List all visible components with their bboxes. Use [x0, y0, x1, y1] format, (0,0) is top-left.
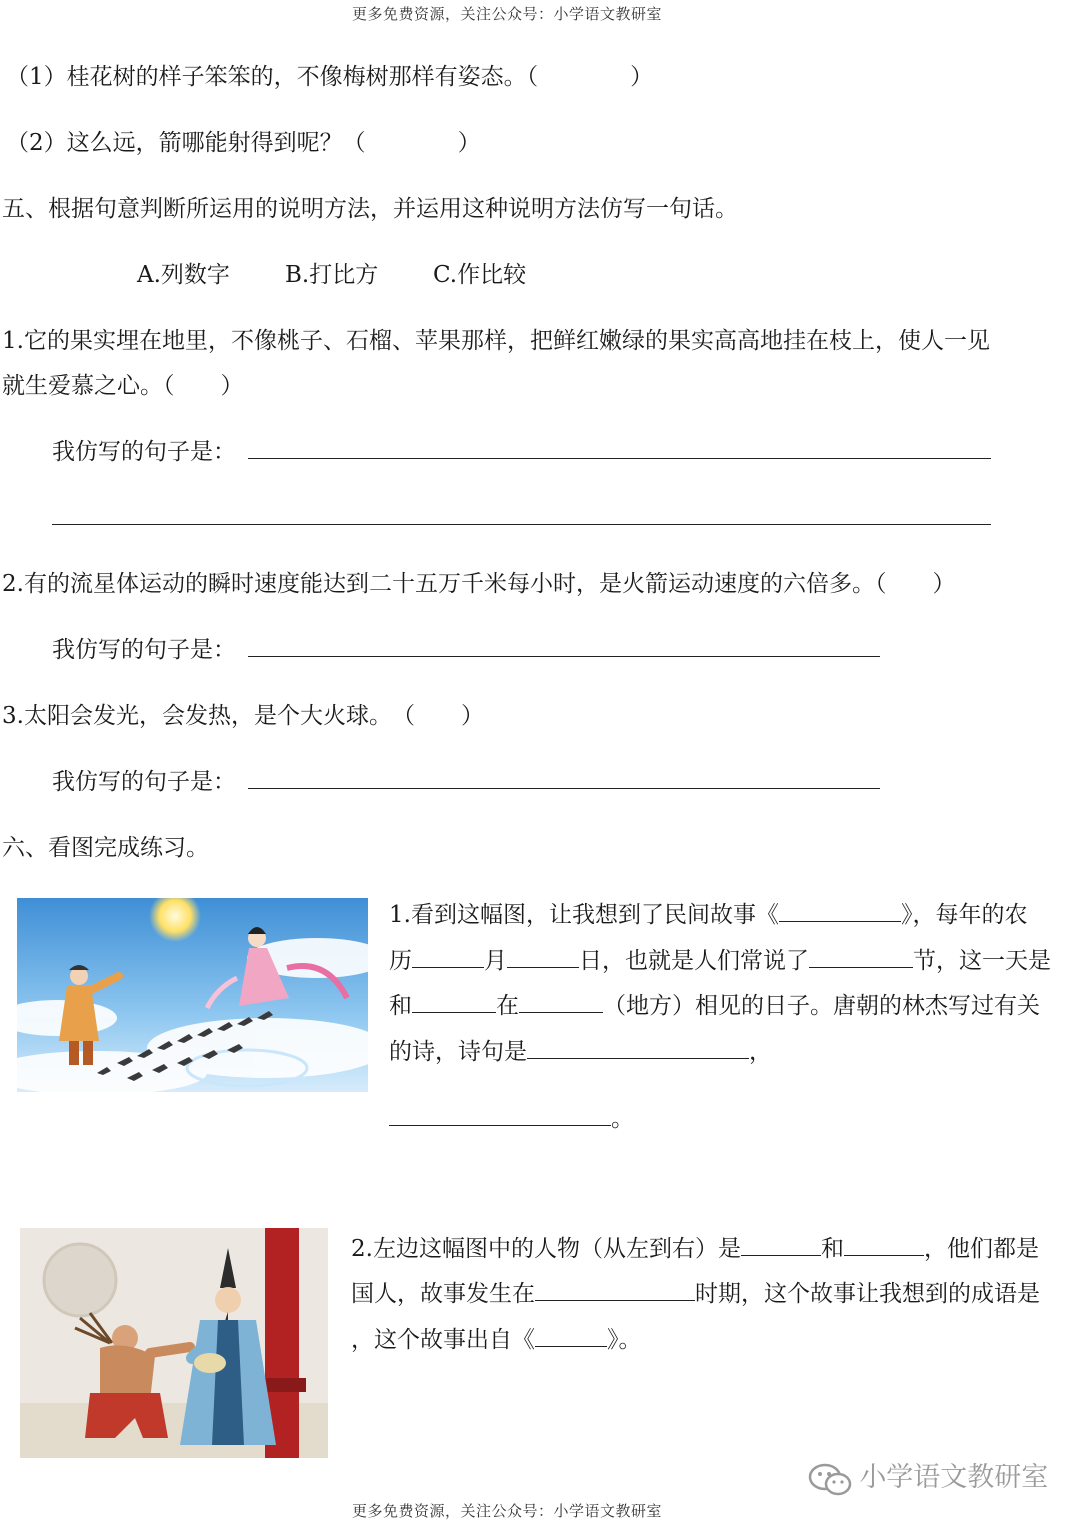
- s6-q1-blank-person-1[interactable]: [412, 990, 496, 1013]
- s6-q2-text-a1: 2.左边这幅图中的人物（从左到右）是: [351, 1236, 741, 1262]
- watermark-text: 小学语文教研室: [859, 1462, 1049, 1493]
- s6-q2-blank-person-1[interactable]: [741, 1233, 821, 1256]
- s6-q2-text-b1: 国人，故事发生在: [351, 1281, 535, 1307]
- s5-q2: 2.有的流星体运动的瞬时速度能达到二十五万千米每小时，是火箭运动速度的六倍多。（ ）: [2, 571, 956, 597]
- s5-q3-answer-line[interactable]: [248, 788, 880, 789]
- s6-q2-line-c: [351, 1321, 642, 1354]
- s6-q2-text-a3: ，他们都是: [923, 1236, 1039, 1262]
- s6-q1-blank-month[interactable]: [412, 945, 484, 968]
- s6-q1-blank-poem-2[interactable]: [389, 1103, 611, 1126]
- s6-q1-line-c: [389, 987, 1040, 1020]
- page-header: 更多免费资源，关注公众号：小学语文教研室: [352, 5, 663, 23]
- s6-title: 六、看图完成练习。: [2, 835, 209, 861]
- s5-q3-imitate-label: 我仿写的句子是：: [52, 769, 236, 795]
- s5-q1-imitate-label: 我仿写的句子是：: [52, 439, 236, 465]
- s6-q1-text-c2: 在: [496, 993, 519, 1019]
- s5-q1-answer-line-1[interactable]: [248, 458, 991, 459]
- s6-q1-text-a2: 》，每年的农: [900, 902, 1028, 928]
- s6-q1-text-b3: 日，也就是人们常说了: [579, 948, 809, 974]
- s5-q2-imitate-label: 我仿写的句子是：: [52, 637, 236, 663]
- s6-q1-text-c3: （地方）相见的日子。唐朝的林杰写过有关: [603, 993, 1040, 1019]
- s6-q2-text-c2: 》。: [607, 1327, 642, 1353]
- s6-q2-blank-period[interactable]: [535, 1278, 695, 1301]
- s6-q1-blank-day[interactable]: [507, 945, 579, 968]
- s5-option-c: C.作比较: [433, 262, 527, 288]
- s6-q1-blank-festival[interactable]: [809, 945, 913, 968]
- s4-question-1: （1）桂花树的样子笨笨的，不像梅树那样有姿态。（ ）: [6, 64, 654, 90]
- s4-question-2: （2）这么远，箭哪能射得到呢？（ ）: [6, 130, 481, 156]
- s5-option-b: B.打比方: [285, 262, 379, 288]
- s6-q1-blank-story[interactable]: [779, 899, 901, 922]
- magpie-bridge-svg: [17, 898, 368, 1092]
- apology-illustration: [20, 1228, 328, 1458]
- wechat-icon: [808, 1463, 852, 1497]
- s5-q1-answer-line-2[interactable]: [52, 524, 991, 525]
- s5-q1-line2: 就生爱慕之心。（ ）: [2, 373, 244, 399]
- s6-q1-line-a: [389, 896, 1027, 929]
- s6-q2-text-b2: 时期，这个故事让我想到的成语是: [695, 1281, 1040, 1307]
- s6-q2-text-c1: ，这个故事出自《: [351, 1327, 535, 1353]
- s6-q2-blank-person-2[interactable]: [844, 1233, 924, 1256]
- s6-q1-line-e: [389, 1100, 634, 1133]
- s6-q2-line-b: [351, 1275, 1040, 1308]
- s6-q1-text-b1: 历: [389, 948, 412, 974]
- s6-q2-line-a: [351, 1230, 1039, 1263]
- s5-option-a: A.列数字: [137, 262, 230, 288]
- s6-q1-text-b4: 节，这一天是: [913, 948, 1051, 974]
- s5-q1-line1: 1.它的果实埋在地里，不像桃子、石榴、苹果那样，把鲜红嫩绿的果实高高地挂在枝上，使人一见: [2, 328, 990, 354]
- s5-q3: 3.太阳会发光，会发热，是个大火球。 （ ）: [2, 703, 484, 729]
- s6-q1-text-e1: 。: [611, 1106, 634, 1132]
- s6-q1-text-d1: 的诗，诗句是: [389, 1039, 527, 1065]
- s6-q1-blank-poem-1[interactable]: [527, 1036, 749, 1059]
- s6-q1-text-c1: 和: [389, 993, 412, 1019]
- s6-q1-line-b: [389, 942, 1051, 975]
- s5-title: 五、根据句意判断所运用的说明方法，并运用这种说明方法仿写一句话。: [2, 196, 738, 222]
- s6-q1-text-a1: 1.看到这幅图，让我想到了民间故事《: [389, 902, 779, 928]
- s5-q2-answer-line[interactable]: [248, 656, 880, 657]
- s6-q1-blank-place[interactable]: [519, 990, 603, 1013]
- wechat-watermark: [808, 1455, 1048, 1497]
- s6-q1-text-b2: 月: [484, 948, 507, 974]
- s6-q2-blank-source[interactable]: [535, 1324, 607, 1347]
- page-footer: 更多免费资源，关注公众号：小学语文教研室: [352, 1502, 663, 1520]
- magpie-bridge-illustration: [17, 898, 368, 1092]
- s6-q2-text-a2: 和: [820, 1236, 844, 1262]
- s6-q1-line-d: [389, 1033, 772, 1066]
- s6-q1-text-d2: ，: [749, 1039, 772, 1065]
- apology-svg: [20, 1228, 328, 1458]
